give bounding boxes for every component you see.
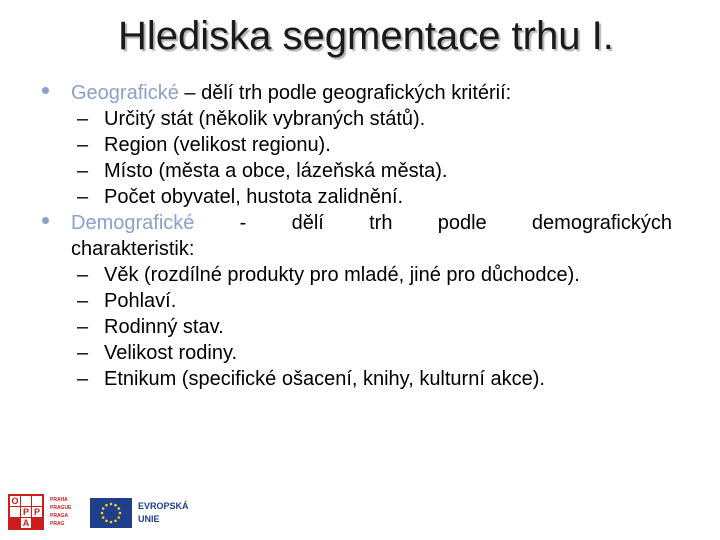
- prague-logo-line: PRAG: [50, 521, 65, 527]
- slide-content: [0, 80, 720, 392]
- bullet-geograficke: [0, 80, 720, 106]
- bullet-text: [0, 80, 720, 106]
- dash-marker: –: [77, 160, 89, 182]
- prague-logo: [50, 496, 84, 528]
- term-demograficke: Demografické: [71, 212, 195, 234]
- prague-logo-line: PRAGA: [50, 513, 69, 519]
- bullet-dot: [42, 87, 49, 94]
- sub-item: [0, 288, 720, 314]
- dash-marker: –: [77, 108, 89, 130]
- sub-item-text: Počet obyvatel, hustota zalidnění.: [104, 186, 404, 208]
- dash-marker: –: [77, 342, 89, 364]
- sub-item: [0, 262, 720, 288]
- sub-item: [0, 366, 720, 392]
- sub-item-text: Věk (rozdílné produkty pro mladé, jiné pro důchodce).: [104, 264, 580, 286]
- sub-item: [0, 106, 720, 132]
- sub-item-text: Místo (města a obce, lázeňská města).: [104, 160, 448, 182]
- bullet-description: – dělí trh podle geografických kritérií:: [178, 82, 512, 104]
- bullet-text: [0, 210, 720, 262]
- slide-title: Hlediska segmentace trhu I.: [118, 14, 614, 58]
- bullet-continuation: charakteristik:: [71, 238, 195, 260]
- sub-item: [0, 184, 720, 210]
- dash-marker: –: [77, 316, 89, 338]
- sub-item-text: Etnikum (specifické ošacení, knihy, kulturní akce).: [104, 368, 545, 390]
- sub-item: [0, 132, 720, 158]
- svg-text:P: P: [22, 507, 30, 517]
- svg-text:P: P: [33, 507, 41, 517]
- dash-marker: –: [77, 264, 89, 286]
- dash-marker: –: [77, 368, 89, 390]
- dash-marker: –: [77, 290, 89, 312]
- sub-item-text: Pohlaví.: [104, 290, 177, 312]
- sub-item-text: Rodinný stav.: [104, 316, 224, 338]
- eu-label: [138, 500, 189, 526]
- sub-item: [0, 340, 720, 366]
- prague-logo-line: PRAHA: [50, 497, 68, 503]
- eu-label-line: UNIE: [138, 514, 160, 524]
- bullet-demograficke: [0, 210, 720, 262]
- sub-item: [0, 314, 720, 340]
- dash-marker: –: [77, 186, 89, 208]
- sub-item-text: Určitý stát (několik vybraných států).: [104, 108, 426, 130]
- bullet-first-line: [71, 210, 672, 236]
- svg-text:A: A: [22, 518, 30, 528]
- opp-logo: [8, 494, 44, 530]
- bullet-dot: [42, 217, 49, 224]
- bullet-description: - dělí trh podle demografických: [194, 212, 672, 234]
- eu-flag-icon: [90, 498, 132, 528]
- dash-marker: –: [77, 134, 89, 156]
- svg-text:O: O: [11, 496, 19, 506]
- prague-logo-line: PRAGUE: [50, 505, 72, 511]
- sub-item-text: Velikost rodiny.: [104, 342, 238, 364]
- term-geograficke: Geografické: [71, 82, 179, 104]
- sub-item-text: Region (velikost regionu).: [104, 134, 331, 156]
- sub-item: [0, 158, 720, 184]
- eu-label-line: EVROPSKÁ: [138, 501, 189, 511]
